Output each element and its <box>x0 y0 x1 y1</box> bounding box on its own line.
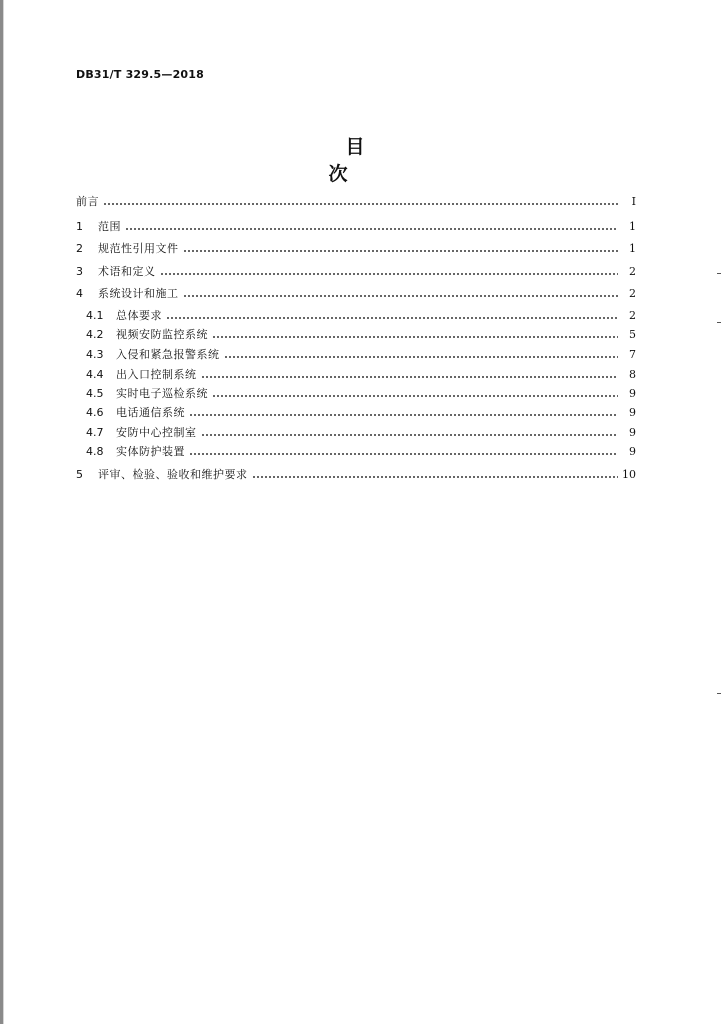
toc-entry-general-requirements[interactable] <box>86 307 636 323</box>
toc-entry-label: 总体要求 <box>116 309 162 322</box>
toc-entry-page: 2 <box>629 264 636 278</box>
dot-leader <box>252 476 619 478</box>
dot-leader <box>189 453 618 455</box>
toc-entry-label: 实时电子巡检系统 <box>116 387 208 400</box>
toc-entry-label: 电话通信系统 <box>116 406 185 419</box>
toc-entry-number: 4.1 <box>86 308 104 322</box>
toc-entry-intrusion-alarm[interactable] <box>86 346 636 362</box>
dot-leader <box>224 356 619 358</box>
toc-entry-number: 4.6 <box>86 405 104 419</box>
toc-entry-telephone-system[interactable] <box>86 404 636 420</box>
toc-entry-page: 2 <box>629 308 636 322</box>
toc-entry-number: 2 <box>76 241 83 255</box>
toc-entry-label: 安防中心控制室 <box>116 426 197 439</box>
dot-leader <box>189 414 618 416</box>
dot-leader <box>201 376 619 378</box>
scan-edge-mark <box>717 273 721 274</box>
scan-edge-mark <box>717 693 721 694</box>
toc-entry-page: 10 <box>622 467 636 481</box>
toc-entry-label: 视频安防监控系统 <box>116 328 208 341</box>
document-code: DB31/T 329.5—2018 <box>76 68 204 81</box>
toc-entry-page: 9 <box>629 386 636 400</box>
dot-leader <box>201 434 619 436</box>
toc-entry-label: 系统设计和施工 <box>98 287 179 300</box>
toc-entry-number: 1 <box>76 219 83 233</box>
dot-leader <box>166 317 618 319</box>
toc-entry-number: 3 <box>76 264 83 278</box>
dot-leader <box>125 228 618 230</box>
toc-entry-number: 4.5 <box>86 386 104 400</box>
toc-entry-physical-protection[interactable] <box>86 443 636 459</box>
dot-leader <box>183 295 619 297</box>
toc-entry-number: 4.7 <box>86 425 104 439</box>
dot-leader <box>212 336 618 338</box>
toc-entry-label: 规范性引用文件 <box>98 242 179 255</box>
toc-entry-label: 术语和定义 <box>98 265 156 278</box>
dot-leader <box>103 203 618 205</box>
toc-entry-label: 出入口控制系统 <box>116 368 197 381</box>
toc-entry-label: 前言 <box>76 195 99 208</box>
toc-entry-label: 实体防护装置 <box>116 445 185 458</box>
toc-entry-number: 4 <box>76 286 83 300</box>
dot-leader <box>183 250 619 252</box>
toc-entry-number: 5 <box>76 467 83 481</box>
dot-leader <box>212 395 618 397</box>
toc-entry-security-control-room[interactable] <box>86 424 636 440</box>
toc-entry-number: 4.8 <box>86 444 104 458</box>
toc-entry-page: 5 <box>629 327 636 341</box>
toc-entry-page: 8 <box>629 367 636 381</box>
scan-edge-mark <box>717 322 721 323</box>
toc-entry-label: 入侵和紧急报警系统 <box>116 348 220 361</box>
toc-entry-label: 范围 <box>98 220 121 233</box>
toc-entry-page: 1 <box>629 241 636 255</box>
toc-entry-page: 7 <box>629 347 636 361</box>
toc-entry-page: I <box>631 194 636 208</box>
toc-entry-video-surveillance[interactable] <box>86 326 636 342</box>
toc-entry-page: 2 <box>629 286 636 300</box>
toc-entry-page: 9 <box>629 405 636 419</box>
dot-leader <box>160 273 619 275</box>
toc-entry-label: 评审、检验、验收和维护要求 <box>98 468 248 481</box>
toc-title: 目次 <box>328 136 399 185</box>
toc-entry-number: 4.4 <box>86 367 104 381</box>
toc-entry-number: 4.2 <box>86 327 104 341</box>
toc-entry-scope[interactable] <box>76 218 636 234</box>
toc-entry-normative-references[interactable] <box>76 240 636 256</box>
toc-entry-page: 1 <box>629 219 636 233</box>
toc-entry-access-control[interactable] <box>86 366 636 382</box>
toc-entry-preface[interactable] <box>76 193 636 209</box>
toc-entry-page: 9 <box>629 425 636 439</box>
toc-entry-review-acceptance[interactable] <box>76 466 636 482</box>
toc-entry-electronic-patrol[interactable] <box>86 385 636 401</box>
toc-entry-page: 9 <box>629 444 636 458</box>
toc-entry-terms-definitions[interactable] <box>76 263 636 279</box>
toc-entry-system-design[interactable] <box>76 285 636 301</box>
toc-entry-number: 4.3 <box>86 347 104 361</box>
